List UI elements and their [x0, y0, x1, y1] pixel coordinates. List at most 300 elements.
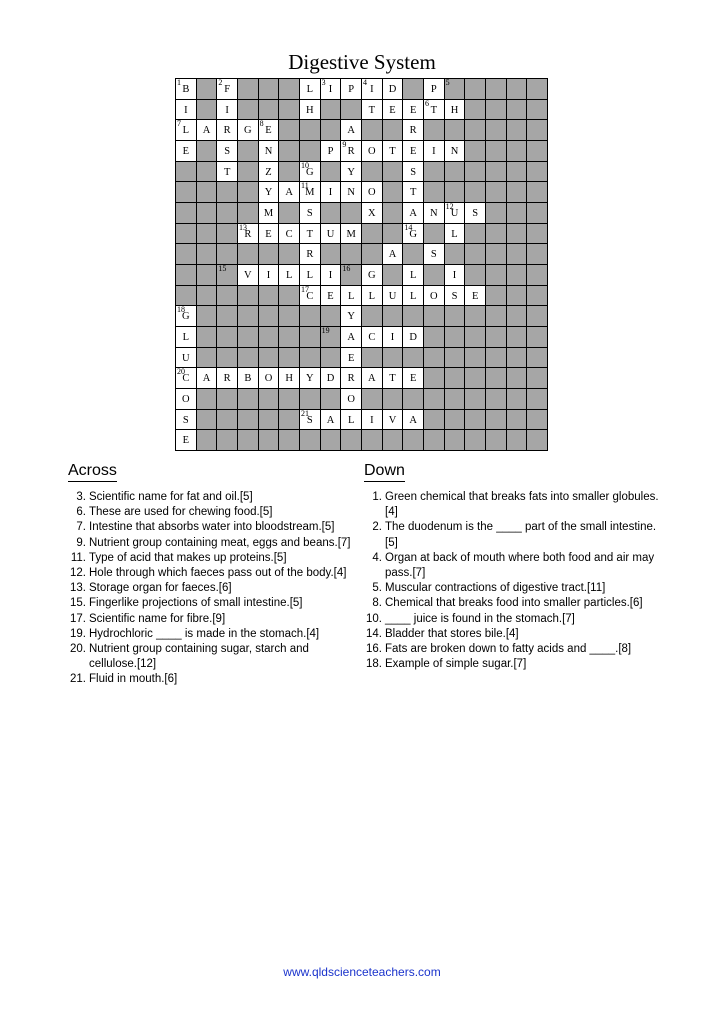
grid-cell: [445, 286, 466, 307]
cell-letter: H: [306, 104, 314, 116]
grid-cell: [362, 224, 383, 245]
clue-item: [68, 490, 358, 505]
grid-cell: [300, 389, 321, 410]
clue-item-text: Organ at back of mouth where both food and air may pass.[7]: [385, 551, 655, 580]
cell-letter: S: [306, 414, 313, 426]
grid-cell: [383, 430, 404, 451]
grid-cell: [217, 203, 238, 224]
cell-letter: H: [450, 104, 459, 116]
clue-number: 7: [177, 119, 181, 129]
grid-cell: [527, 141, 548, 162]
cell-letter: Y: [264, 187, 273, 199]
grid-cell: [424, 348, 445, 369]
cell-letter: R: [223, 373, 231, 385]
grid-cell: [176, 162, 197, 183]
grid-cell: [465, 368, 486, 389]
grid-cell: [217, 286, 238, 307]
cell-letter: E: [327, 290, 334, 302]
clue-number: 21: [301, 408, 309, 418]
grid-cell: [383, 265, 404, 286]
grid-cell: [259, 265, 280, 286]
cell-letter: N: [430, 208, 438, 219]
grid-cell: [486, 410, 507, 431]
grid-cell: [341, 162, 362, 183]
grid-cell: [362, 100, 383, 121]
grid-cell: [300, 244, 321, 265]
clue-item-number: 21.: [70, 673, 86, 686]
clue-item-text: Scientific name for fat and oil.[5]: [89, 491, 253, 503]
grid-cell: [465, 430, 486, 451]
crossword-grid: [175, 78, 548, 451]
grid-cell: [197, 182, 218, 203]
clue-item-text: ____ juice is found in the stomach.[7]: [385, 612, 575, 625]
grid-cell: [424, 182, 445, 203]
grid-cell: [403, 79, 424, 100]
cell-letter: R: [409, 125, 417, 137]
cell-letter: L: [368, 290, 376, 302]
clue-item-number: 18.: [366, 658, 382, 671]
grid-cell: [362, 203, 383, 224]
grid-cell: [507, 327, 528, 348]
cell-letter: X: [368, 208, 376, 219]
grid-cell: [527, 286, 548, 307]
grid-cell: [383, 162, 404, 183]
grid-cell: [217, 327, 238, 348]
grid-cell: [238, 389, 259, 410]
grid-cell: [176, 286, 197, 307]
grid-cell: [300, 203, 321, 224]
clue-item: [68, 566, 358, 581]
cell-letter: S: [472, 208, 479, 219]
grid-cell: [279, 368, 300, 389]
grid-cell: [176, 327, 197, 348]
grid-cell: [486, 224, 507, 245]
grid-cell: [217, 348, 238, 369]
grid-cell: [383, 182, 404, 203]
clue-number: 9: [342, 140, 347, 149]
grid-cell: [403, 244, 424, 265]
grid-cell: [279, 79, 300, 100]
grid-cell: [465, 410, 486, 431]
clue-number: 14: [404, 222, 413, 232]
grid-cell: [341, 224, 362, 245]
grid-cell: [527, 368, 548, 389]
cell-letter: A: [409, 414, 417, 426]
page-title: Digestive System: [288, 50, 436, 74]
cell-letter: B: [244, 373, 252, 385]
grid-cell: [176, 348, 197, 369]
grid-cell: [424, 224, 445, 245]
grid-cell: [527, 306, 548, 327]
grid-cell: [507, 286, 528, 307]
grid-cell: [341, 120, 362, 141]
grid-cell: [403, 265, 424, 286]
grid-cell: [341, 141, 362, 162]
grid-cell: [341, 203, 362, 224]
grid-cell: [197, 286, 218, 307]
grid-cell: [445, 368, 466, 389]
footer-website: www.qldscienceteachers.com: [283, 965, 441, 979]
clue-item: [68, 505, 358, 520]
grid-cell: [259, 182, 280, 203]
grid-cell: [403, 368, 424, 389]
grid-cell: [279, 430, 300, 451]
grid-cell: [362, 306, 383, 327]
cell-letter: L: [409, 270, 417, 281]
grid-cell: [341, 368, 362, 389]
grid-cell: [383, 368, 404, 389]
grid-cell: [321, 410, 342, 431]
cell-letter: A: [285, 187, 293, 199]
grid-cell: [176, 203, 197, 224]
grid-cell: [197, 348, 218, 369]
grid-cell: [527, 203, 548, 224]
clue-item-text: Example of simple sugar.[7]: [385, 658, 527, 671]
grid-cell: [176, 120, 197, 141]
grid-cell: [445, 348, 466, 369]
grid-cell: [321, 368, 342, 389]
grid-cell: [465, 389, 486, 410]
grid-cell: [259, 244, 280, 265]
grid-cell: [445, 389, 466, 410]
cell-letter: I: [184, 104, 188, 116]
grid-cell: [176, 306, 197, 327]
cell-letter: U: [182, 352, 190, 364]
grid-cell: [403, 224, 424, 245]
clue-item-number: 12.: [70, 567, 86, 580]
clue-item-number: 20.: [70, 643, 86, 656]
grid-cell: [527, 410, 548, 431]
grid-cell: [527, 120, 548, 141]
cell-letter: I: [432, 146, 436, 157]
grid-cell: [507, 141, 528, 162]
grid-cell: [527, 224, 548, 245]
grid-cell: [300, 120, 321, 141]
clue-item: [364, 490, 664, 520]
clue-item-number: 1.: [372, 491, 382, 503]
grid-cell: [259, 224, 280, 245]
grid-cell: [507, 182, 528, 203]
cell-letter: R: [223, 125, 231, 137]
grid-cell: [279, 286, 300, 307]
cell-letter: E: [409, 104, 417, 116]
clue-item-number: 6.: [76, 506, 86, 519]
grid-cell: [197, 410, 218, 431]
cell-letter: S: [306, 208, 313, 219]
cell-letter: I: [266, 270, 271, 281]
grid-cell: [300, 162, 321, 183]
cell-letter: G: [368, 270, 376, 281]
grid-cell: [507, 430, 528, 451]
grid-cell: [527, 100, 548, 121]
grid-cell: [465, 327, 486, 348]
cell-letter: G: [306, 166, 314, 178]
clue-item-number: 19.: [70, 627, 86, 640]
clue-item-number: 17.: [70, 612, 86, 625]
grid-cell: [362, 286, 383, 307]
grid-cell: [197, 79, 218, 100]
grid-cell: [486, 182, 507, 203]
grid-cell: [465, 244, 486, 265]
grid-cell: [279, 182, 300, 203]
grid-cell: [238, 430, 259, 451]
grid-cell: [279, 120, 300, 141]
grid-cell: [507, 100, 528, 121]
grid-cell: [176, 389, 197, 410]
grid-cell: [341, 244, 362, 265]
grid-cell: [300, 182, 321, 203]
grid-cell: [217, 224, 238, 245]
cell-letter: Y: [306, 373, 314, 385]
grid-cell: [300, 286, 321, 307]
grid-cell: [259, 203, 280, 224]
cell-letter: S: [224, 146, 231, 157]
grid-cell: [197, 306, 218, 327]
grid-cell: [527, 327, 548, 348]
cell-letter: D: [409, 332, 417, 343]
clue-number: 16: [342, 264, 351, 273]
clue-item: [364, 642, 664, 657]
grid-cell: [279, 410, 300, 431]
grid-cell: [465, 306, 486, 327]
cell-letter: L: [451, 228, 458, 240]
grid-cell: [176, 100, 197, 121]
down-clue-list: [364, 490, 664, 672]
grid-cell: [445, 410, 466, 431]
grid-cell: [403, 327, 424, 348]
grid-cell: [486, 286, 507, 307]
cell-letter: U: [326, 228, 335, 240]
cell-letter: N: [264, 146, 273, 157]
grid-cell: [217, 79, 238, 100]
clue-number: 20: [177, 367, 185, 377]
grid-cell: [465, 224, 486, 245]
cell-letter: E: [182, 435, 190, 447]
grid-cell: [445, 79, 466, 100]
grid-cell: [341, 327, 362, 348]
grid-cell: [445, 141, 466, 162]
grid-cell: [403, 389, 424, 410]
grid-cell: [507, 79, 528, 100]
grid-cell: [176, 368, 197, 389]
cell-letter: Y: [347, 166, 355, 178]
grid-cell: [197, 203, 218, 224]
grid-cell: [259, 120, 280, 141]
grid-cell: [279, 327, 300, 348]
clue-item-text: Bladder that stores bile.[4]: [385, 627, 519, 640]
clue-number: 12: [445, 202, 454, 211]
grid-cell: [341, 410, 362, 431]
cell-letter: A: [326, 414, 335, 426]
grid-cell: [403, 430, 424, 451]
across-heading: Across: [68, 461, 117, 482]
clue-item-number: 10.: [366, 612, 382, 625]
clue-item-number: 14.: [366, 627, 382, 640]
grid-cell: [486, 141, 507, 162]
grid-cell: [321, 265, 342, 286]
cell-letter: L: [347, 290, 355, 302]
cell-letter: S: [451, 290, 458, 302]
clue-item-text: These are used for chewing food.[5]: [89, 506, 273, 519]
grid-cell: [362, 120, 383, 141]
clue-item-text: Green chemical that breaks fats into smaller globules.[4]: [385, 491, 659, 519]
grid-cell: [403, 306, 424, 327]
clue-item-text: Chemical that breaks food into smaller particles.[6]: [385, 597, 643, 610]
grid-cell: [197, 327, 218, 348]
grid-cell: [362, 430, 383, 451]
grid-cell: [259, 389, 280, 410]
grid-cell: [424, 368, 445, 389]
cell-letter: L: [182, 125, 190, 137]
grid-cell: [217, 120, 238, 141]
cell-letter: U: [450, 208, 459, 219]
grid-cell: [445, 120, 466, 141]
grid-cell: [176, 182, 197, 203]
clue-number: 2: [218, 78, 223, 87]
clue-item: [364, 657, 664, 672]
clue-item-text: Storage organ for faeces.[6]: [89, 582, 232, 595]
clue-item-number: 13.: [70, 582, 86, 595]
cell-letter: E: [347, 352, 355, 364]
grid-cell: [217, 244, 238, 265]
clue-number: 15: [218, 264, 227, 273]
grid-cell: [300, 224, 321, 245]
cell-letter: I: [452, 270, 457, 281]
clue-item-text: Intestine that absorbs water into bloodstream.[5]: [89, 521, 335, 534]
cell-letter: T: [430, 104, 438, 116]
grid-cell: [279, 265, 300, 286]
grid-cell: [300, 368, 321, 389]
grid-cell: [259, 306, 280, 327]
grid-cell: [279, 203, 300, 224]
cell-letter: A: [202, 125, 211, 137]
cell-letter: T: [409, 187, 417, 199]
grid-cell: [383, 306, 404, 327]
grid-cell: [527, 348, 548, 369]
grid-cell: [279, 100, 300, 121]
clue-number: 19: [321, 326, 330, 335]
grid-cell: [383, 244, 404, 265]
grid-cell: [424, 327, 445, 348]
grid-cell: [259, 141, 280, 162]
grid-cell: [279, 162, 300, 183]
grid-cell: [238, 141, 259, 162]
grid-cell: [279, 141, 300, 162]
grid-cell: [321, 286, 342, 307]
grid-cell: [403, 410, 424, 431]
clue-item-number: 8.: [372, 597, 382, 610]
cell-letter: F: [224, 84, 231, 95]
grid-cell: [383, 100, 404, 121]
grid-cell: [197, 100, 218, 121]
grid-cell: [176, 224, 197, 245]
grid-cell: [424, 306, 445, 327]
grid-cell: [465, 162, 486, 183]
grid-cell: [176, 141, 197, 162]
grid-cell: [217, 368, 238, 389]
grid-cell: [197, 141, 218, 162]
cell-letter: T: [389, 146, 396, 157]
grid-cell: [259, 327, 280, 348]
grid-cell: [321, 306, 342, 327]
clue-item: [68, 672, 358, 687]
grid-cell: [341, 79, 362, 100]
grid-cell: [527, 162, 548, 183]
grid-cell: [259, 368, 280, 389]
cell-letter: L: [182, 332, 190, 343]
grid-cell: [465, 120, 486, 141]
grid-cell: [383, 203, 404, 224]
clue-item-text: Nutrient group containing meat, eggs and beans.[7]: [89, 536, 351, 549]
grid-cell: [424, 162, 445, 183]
cell-letter: A: [368, 373, 376, 385]
grid-cell: [486, 79, 507, 100]
down-heading: Down: [364, 461, 405, 482]
cell-letter: S: [182, 414, 189, 426]
grid-cell: [238, 265, 259, 286]
grid-cell: [424, 265, 445, 286]
cell-letter: M: [346, 228, 356, 240]
grid-cell: [383, 120, 404, 141]
cell-letter: D: [326, 373, 335, 385]
cell-letter: L: [285, 270, 293, 281]
grid-cell: [424, 79, 445, 100]
grid-cell: [321, 327, 342, 348]
grid-cell: [383, 141, 404, 162]
clue-item: [68, 520, 358, 535]
cell-letter: A: [202, 373, 211, 385]
cell-letter: I: [370, 414, 374, 426]
cell-letter: G: [409, 228, 417, 240]
grid-cell: [217, 430, 238, 451]
cell-letter: A: [409, 208, 417, 219]
clue-number: 3: [321, 78, 326, 87]
clue-number: 4: [363, 78, 367, 87]
grid-cell: [176, 430, 197, 451]
grid-cell: [217, 410, 238, 431]
grid-cell: [507, 368, 528, 389]
clue-item-text: The duodenum is the ____ part of the small intestine.[5]: [385, 521, 657, 549]
clue-item-number: 9.: [76, 536, 86, 549]
grid-cell: [445, 182, 466, 203]
cell-letter: T: [306, 228, 314, 240]
grid-cell: [403, 182, 424, 203]
grid-cell: [445, 100, 466, 121]
cell-letter: R: [306, 249, 314, 261]
grid-cell: [403, 120, 424, 141]
grid-cell: [362, 162, 383, 183]
grid-cell: [197, 389, 218, 410]
grid-cell: [445, 265, 466, 286]
clue-item-number: 3.: [76, 491, 86, 503]
grid-cell: [403, 162, 424, 183]
cell-letter: T: [223, 166, 231, 178]
grid-cell: [486, 327, 507, 348]
grid-cell: [217, 389, 238, 410]
grid-cell: [321, 244, 342, 265]
grid-cell: [486, 265, 507, 286]
grid-cell: [527, 182, 548, 203]
grid-cell: [300, 410, 321, 431]
grid-cell: [279, 224, 300, 245]
clue-item: [68, 596, 358, 611]
grid-cell: [424, 286, 445, 307]
grid-cell: [321, 141, 342, 162]
grid-cell: [259, 348, 280, 369]
grid-cell: [259, 286, 280, 307]
grid-cell: [238, 244, 259, 265]
cell-letter: I: [370, 84, 374, 95]
